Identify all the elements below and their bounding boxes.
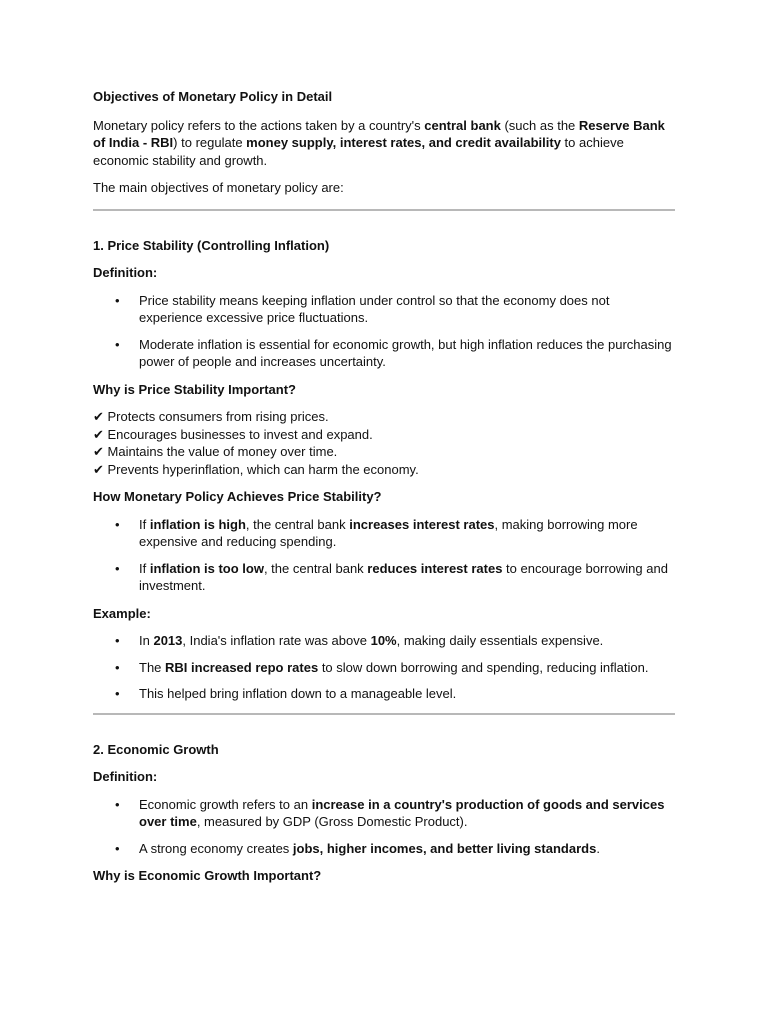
bold-text: 10% (370, 633, 397, 648)
bold-text: increases interest rates (349, 516, 495, 532)
how-list (93, 516, 675, 595)
bold-text: money supply, interest rates, and credit availability (246, 135, 561, 150)
definition-list (93, 796, 675, 858)
bold-text: inflation is too low (149, 560, 264, 576)
section-heading-price-stability: 1. Price Stability (Controlling Inflation) (93, 237, 330, 253)
text-run: to encourage borrowing and investment. (139, 560, 668, 593)
text-run: Moderate inflation is essential for economic growth, but high inflation reduces the purchasing power of people and increases uncertainty. (139, 336, 672, 369)
bullet-item (93, 659, 675, 677)
text-run: Economic growth refers to an (139, 796, 312, 812)
text-run: , India's inflation rate was above (182, 633, 371, 648)
bullet-item (93, 632, 675, 650)
text-run: A strong economy creates (139, 840, 293, 856)
text-run: This helped bring inflation down to a manageable level. (139, 686, 457, 701)
benefits-checklist (93, 408, 675, 478)
example-list (93, 632, 675, 703)
text-run: Price stability means keeping inflation under control so that the economy does not experience excessive price fluctuations. (139, 292, 610, 325)
how-heading: How Monetary Policy Achieves Price Stability? (93, 489, 382, 504)
bullet-item (93, 516, 675, 551)
definition-list (93, 292, 675, 371)
checklist-item: ✔ Encourages businesses to invest and expand. (93, 426, 373, 442)
text-run: , the central bank (245, 516, 350, 532)
lead-paragraph: The main objectives of monetary policy are: (93, 180, 344, 195)
intro-paragraph (93, 117, 675, 170)
bold-text: increase in a country's production of goods and services over time (139, 796, 665, 829)
bullet-item (93, 336, 675, 371)
definition-label: Definition: (93, 265, 158, 280)
bold-text: RBI increased repo rates (165, 659, 319, 675)
bullet-item (93, 292, 675, 327)
bold-text: 2013 (153, 633, 183, 648)
bold-text: jobs, higher incomes, and better living standards (292, 840, 597, 856)
checklist-item: ✔ Maintains the value of money over time. (93, 444, 338, 459)
document-content (93, 88, 675, 885)
text-run: , making borrowing more expensive and reducing spending. (139, 516, 638, 549)
section-divider (93, 713, 675, 715)
text-run: , the central bank (263, 560, 368, 576)
bold-text: inflation is high (149, 516, 246, 532)
text-run: to achieve economic stability and growth. (93, 135, 624, 168)
checklist-item: ✔ Prevents hyperinflation, which can harm the economy. (93, 461, 419, 477)
text-run: ) to regulate (173, 135, 247, 150)
section-heading-economic-growth: 2. Economic Growth (93, 741, 219, 757)
bullet-item (93, 560, 675, 595)
bullet-item (93, 840, 675, 858)
text-run: In (139, 633, 154, 648)
why-heading: Why is Price Stability Important? (93, 381, 296, 397)
text-run: If (139, 516, 150, 532)
bullet-item (93, 685, 675, 703)
why-heading: Why is Economic Growth Important? (93, 868, 322, 883)
checklist-item: ✔ Protects consumers from rising prices. (93, 409, 329, 424)
text-run: , making daily essentials expensive. (396, 633, 604, 648)
bold-text: central bank (424, 117, 501, 133)
bullet-item (93, 796, 675, 831)
text-run: Monetary policy refers to the actions taken by a country's (93, 117, 425, 133)
definition-label: Definition: (93, 769, 158, 784)
text-run: If (139, 560, 150, 576)
bold-text: reduces interest rates (367, 560, 503, 576)
text-run: (such as the (500, 117, 579, 133)
text-run: to slow down borrowing and spending, reducing inflation. (318, 659, 649, 675)
text-run: The (139, 659, 166, 675)
example-label: Example: (93, 605, 151, 621)
bold-text: Reserve Bank of India - RBI (93, 117, 665, 150)
document-title: Objectives of Monetary Policy in Detail (93, 89, 333, 104)
section-divider (93, 209, 675, 211)
text-run: , measured by GDP (Gross Domestic Product). (196, 814, 468, 829)
text-run: . (596, 840, 600, 856)
